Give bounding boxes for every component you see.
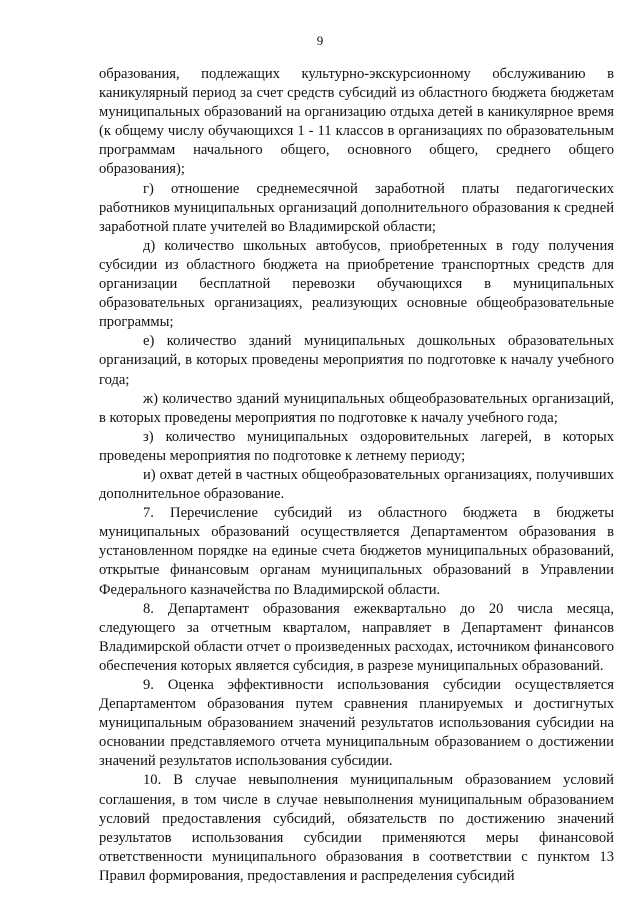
paragraph-section-7: 7. Перечисление субсидий из областного бюджета в бюджеты муниципальных образований осуществляется Департаментом образования в установленном порядке на единые счета бюджетов муниципальных образований, открытые финансовым органам муниципальных образований в Управлении Федерального казначейства по Владимирской области. xyxy=(99,505,614,598)
paragraph-item-e: е) количество зданий муниципальных дошкольных образовательных организаций, в которых проведены мероприятия по подготовке к началу учебного года; xyxy=(99,333,614,388)
paragraph-item-z: з) количество муниципальных оздоровительных лагерей, в которых проведены мероприятия по подготовке к летнему периоду; xyxy=(99,428,614,464)
page-number: 9 xyxy=(316,33,324,48)
paragraph-item-zh: ж) количество зданий муниципальных общеобразовательных организаций, в которых проведены мероприятия по подготовке к началу учебного года; xyxy=(99,390,614,426)
paragraph-item-d: д) количество школьных автобусов, приобретенных в году получения субсидии из областного бюджета на приобретение транспортных средств для организации бесплатной перевозки обучающихся в муниципальных образовательных организациях, реализующих основные общеобразовательные программы; xyxy=(99,237,614,331)
paragraph-section-8: 8. Департамент образования ежеквартально до 20 числа месяца, следующего за отчетным кварталом, направляет в Департамент финансов Владимирской области отчет о произведенных расходах, источником финансового обеспечения которых является субсидия, в разрезе муниципальных образований. xyxy=(99,600,614,674)
paragraph-continuation: образования, подлежащих культурно-экскурсионному обслуживанию в каникулярный период за счет средств субсидий из областного бюджета бюджетам муниципальных образований на организацию отдыха детей в каникулярное время (к общему числу обучающихся 1 - 11 классов в организациях по образовательным программам начального общего, основного общего, среднего общего образования); xyxy=(99,66,614,178)
document-body xyxy=(99,65,614,886)
paragraph-section-9: 9. Оценка эффективности использования субсидии осуществляется Департаментом образования путем сравнения планируемых и достигнутых муниципальным образованием значений результатов использования субсидии на основании представляемого отчета муниципальным образованием о достижении значений результатов использования субсидии. xyxy=(99,677,614,770)
paragraph-item-g: г) отношение среднемесячной заработной платы педагогических работников муниципальных организаций дополнительного образования к средней заработной плате учителей во Владимирской области; xyxy=(99,180,614,235)
paragraph-item-i: и) охват детей в частных общеобразовательных организациях, получивших дополнительное образование. xyxy=(99,466,614,503)
paragraph-section-10: 10. В случае невыполнения муниципальным образованием условий соглашения, в том числе в случае невыполнения муниципальным образованием условий предоставления субсидий, обязательств по достижению значений результатов использования субсидии применяются меры финансовой ответственности муниципального образования в соответствии с пунктом 13 Правил формирования, предоставления и распределения субсидий xyxy=(99,772,614,884)
